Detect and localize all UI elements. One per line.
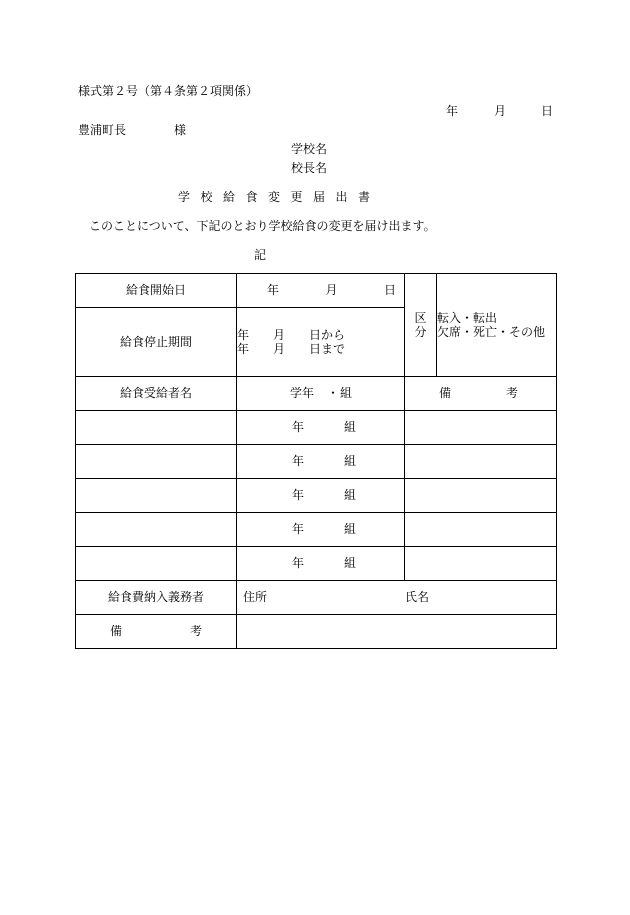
category-option-absence: 欠席・死亡・その他: [437, 325, 546, 339]
remarks-cell[interactable]: [405, 513, 557, 547]
table-row: [76, 411, 557, 445]
payer-cell[interactable]: [237, 581, 557, 615]
remarks-header: 備 考: [405, 377, 557, 411]
grade-class-cell[interactable]: 年 組: [237, 513, 405, 547]
addressee-honorific: 様: [174, 123, 187, 137]
stop-period-label: 給食停止期間: [76, 308, 237, 377]
recipient-name-cell[interactable]: [76, 513, 237, 547]
date-month: 月: [494, 104, 507, 118]
table-row: [76, 445, 557, 479]
start-month: 月: [325, 283, 338, 298]
recipient-label: 給食受給者名: [76, 377, 237, 411]
school-name-label: 学校名: [291, 142, 328, 156]
change-form-table: [75, 273, 557, 649]
category-option-transfer: 転入・転出: [437, 310, 498, 325]
recipient-name-cell[interactable]: [76, 479, 237, 513]
grade-class-header: 学年 ・ 組: [237, 377, 405, 411]
stop-to: 年 月 日まで: [237, 342, 345, 356]
remarks-value-cell[interactable]: [237, 615, 557, 649]
address-label: 住所: [243, 590, 268, 605]
table-row: [76, 479, 557, 513]
recipient-name-cell[interactable]: [76, 445, 237, 479]
date-year: 年: [446, 104, 459, 118]
grade-class-cell[interactable]: 年 組: [237, 445, 405, 479]
grade-class-cell[interactable]: 年 組: [237, 411, 405, 445]
addressee: [78, 124, 186, 136]
note-label: 記: [254, 248, 267, 262]
start-date-cell[interactable]: [237, 274, 405, 308]
grade-class-cell[interactable]: 年 組: [237, 479, 405, 513]
start-day: 日: [383, 283, 396, 298]
table-row: [76, 513, 557, 547]
remarks-cell[interactable]: [405, 411, 557, 445]
start-date-label: 給食開始日: [76, 274, 237, 308]
start-year: 年: [267, 283, 280, 298]
name-label: 氏名: [405, 590, 430, 605]
body-text: このことについて、下記のとおり学校給食の変更を届け出ます。: [89, 219, 436, 233]
remarks-cell[interactable]: [405, 547, 557, 581]
submission-date: [446, 105, 553, 117]
addressee-name: 豊浦町長: [78, 123, 127, 137]
principal-name-label: 校長名: [291, 161, 328, 175]
date-day: 日: [541, 104, 554, 118]
payer-label: 給食費納入義務者: [76, 581, 237, 615]
remarks-label: 備 考: [76, 615, 237, 649]
category-label: 区分: [405, 274, 437, 377]
recipient-name-cell[interactable]: [76, 547, 237, 581]
stop-period-cell[interactable]: [237, 308, 405, 377]
category-options[interactable]: [437, 274, 557, 377]
stop-from: 年 月 日から: [237, 327, 345, 342]
remarks-cell[interactable]: [405, 445, 557, 479]
recipient-name-cell[interactable]: [76, 411, 237, 445]
document-title: 学校給食変更届出書: [178, 190, 381, 204]
form-number: 様式第２号（第４条第２項関係）: [78, 84, 259, 98]
grade-class-cell[interactable]: 年 組: [237, 547, 405, 581]
table-row: [76, 547, 557, 581]
remarks-cell[interactable]: [405, 479, 557, 513]
